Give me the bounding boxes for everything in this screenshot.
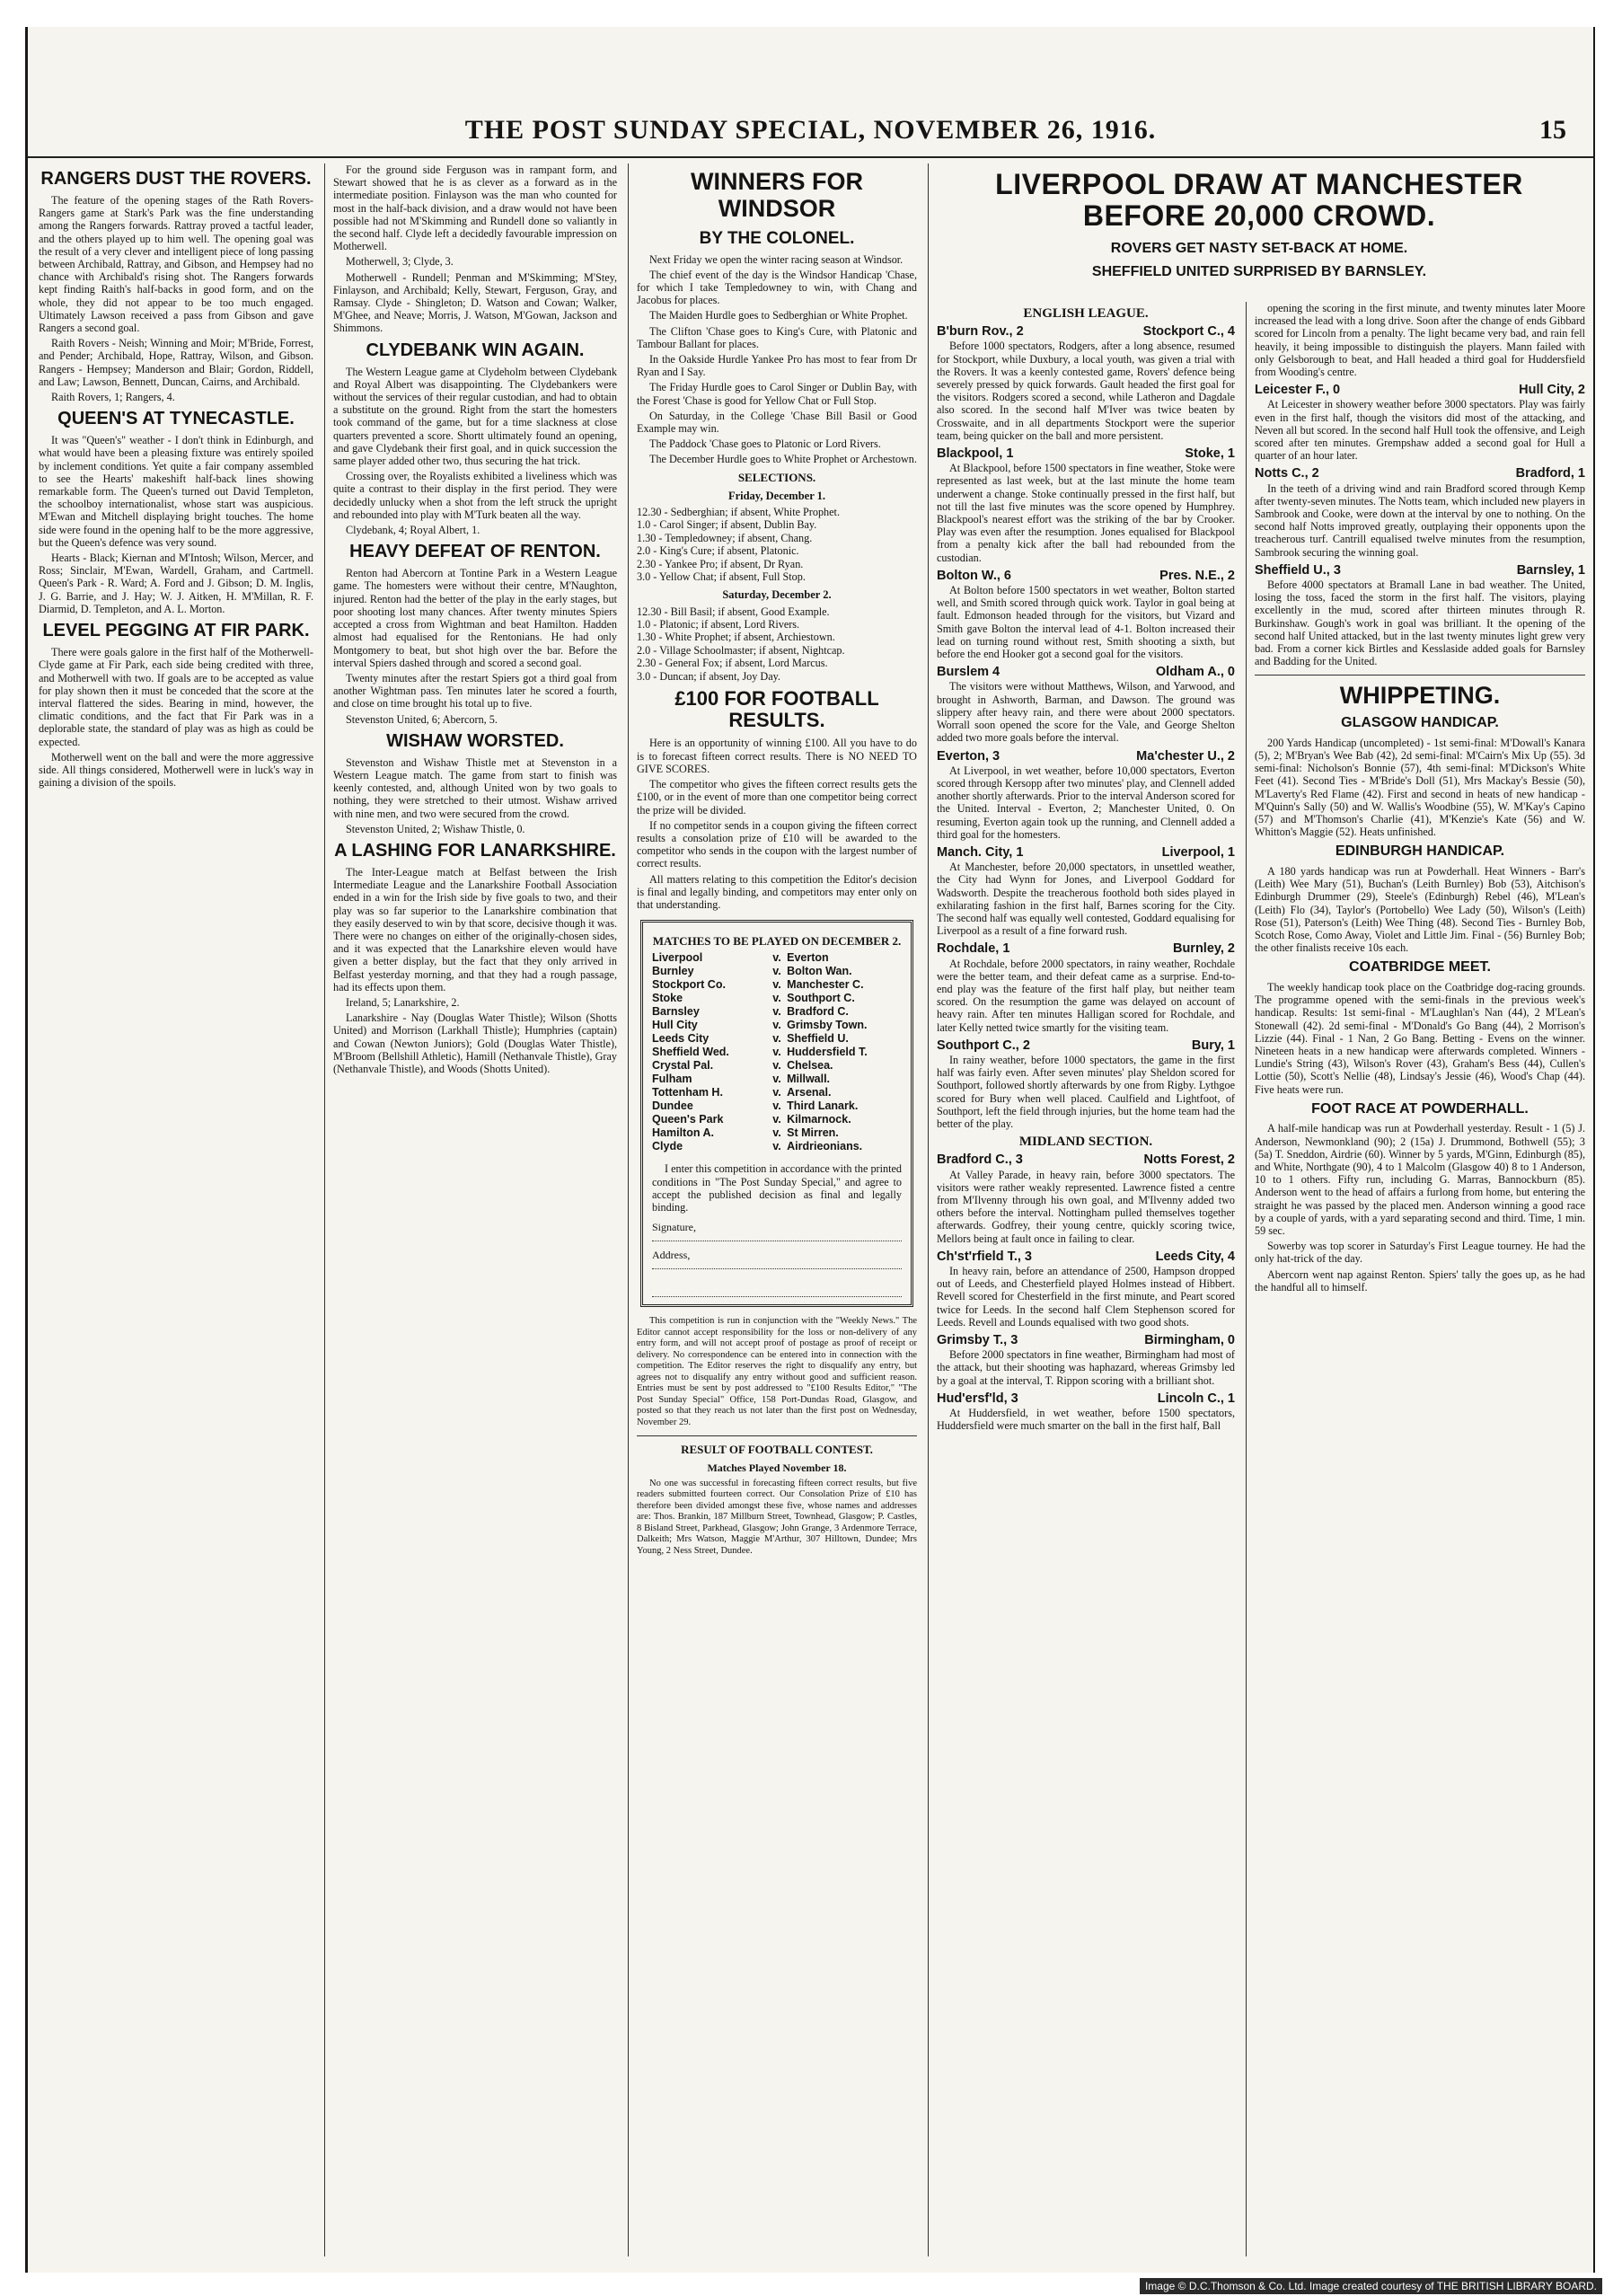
- match-header: Bradford C., 3 Notts Forest, 2: [937, 1152, 1235, 1168]
- fixture-row: Fulham v. Millwall.: [652, 1073, 831, 1086]
- selection-item: 2.30 - General Fox; if absent, Lord Marcus.: [637, 657, 828, 670]
- article-paragraph: In the Oakside Hurdle Yankee Pro has most to fear from Dr Ryan and I Say.: [637, 353, 917, 379]
- column-4-body: [931, 302, 1240, 2256]
- article-paragraph: Twenty minutes after the restart Spiers got a third goal from another Wightman pass. Ten minutes later he scored a fourth, and close on time brought his total up to five.: [333, 671, 617, 711]
- selection-item: 1.0 - Carol Singer; if absent, Dublin Bay.: [637, 518, 817, 532]
- column-rule: [324, 163, 325, 2256]
- address-field-line[interactable]: [652, 1276, 902, 1297]
- headline-lanarkshire: A LASHING FOR LANARKSHIRE.: [334, 840, 616, 861]
- column-rule: [628, 163, 629, 2256]
- article-paragraph: A 180 yards handicap was run at Powderhall. Heat Winners - Barr's (Leith) Wee Mary (51), Buchan's (Leith Burnley) Bob (53), Aitchison's Edinburgh Drummer (29), Steele's (Edinburgh) Rebel (46), M'Lean's (Leith) Flo (34), Taylor's (Portobello) Wee Lady (50), Wilson's (Leith) Rose (51), Paterson's (Leith) Wee Thing (48). Second Ties - Burnley Bob, Scotch Rose, Como Away, Violet and Little Jim. Final - (56) Burnley Bob; the other finalists receive 10s each.: [1255, 864, 1585, 955]
- article-paragraph: Raith Rovers - Neish; Winning and Moir; M'Bride, Forrest, and Pender; Archibald, Hope, Rattray, Wilson, and Gibson. Rangers - Hempsey; Manderson and Blair; Gordon, Riddell, and Law; Lawson, Bennett, Duncan, Cairns, and Archibald.: [39, 337, 313, 388]
- article-paragraph: Motherwell went on the ball and were the more aggressive side. All things considered, Motherwell were in luck's way in gaining a division of the spoils.: [39, 750, 313, 790]
- column-3: [631, 163, 922, 2256]
- column-rule: [1246, 302, 1247, 2256]
- fixture-row: Sheffield Wed. v. Huddersfield T.: [652, 1046, 868, 1059]
- column-5: [1249, 302, 1591, 2256]
- coupon-declaration: I enter this competition in accordance with the printed conditions in "The Post Sunday Special," and agree to accept the published decision as final and legally binding.: [652, 1162, 902, 1214]
- newspaper-page: [25, 27, 1595, 2273]
- article-paragraph: It was "Queen's" weather - I don't think in Edinburgh, and what would have been a pleasing fixture was entirely spoiled by inclement conditions. Yet quite a fair company assembled to see the Hearts' makeshift half-back lines showing remarkable form. The Queen's turned out David Templeton, the schoolboy internationalist, whose start was auspicious. M'Ewan and Mitchell displaying bright touches. The home side were found in the opening half to be the more aggressive, but the Queen's defence was very sound.: [39, 434, 313, 549]
- fixture-row: Liverpool v. Everton: [652, 951, 829, 965]
- match-header: Grimsby T., 3 Birmingham, 0: [937, 1333, 1235, 1348]
- result-title: RESULT OF FOOTBALL CONTEST.: [681, 1443, 873, 1457]
- headline-rangers: RANGERS DUST THE ROVERS.: [40, 169, 312, 189]
- match-score: Motherwell, 3; Clyde, 3.: [346, 255, 454, 269]
- fixture-row: Hamilton A. v. St Mirren.: [652, 1126, 839, 1140]
- selection-item: 2.0 - Village Schoolmaster; if absent, Nightcap.: [637, 643, 845, 657]
- match-report: The visitors were without Matthews, Wilson, and Yarwood, and brought in Ashworth, Barman, and Dawson. The ground was slippery after heavy rain, and there were about 2000 spectators. Worrall soon opened the score for the Vale, and George Shelton added two more goals before the interval.: [937, 680, 1235, 745]
- subheadline: SHEFFIELD UNITED SURPRISED BY BARNSLEY.: [1091, 264, 1427, 280]
- article-paragraph: The Western League game at Clydeholm between Clydebank and Royal Albert was disappointing. The Clydebankers were without the services of their regular custodian, and had to obtain a substitute on the ground. Right from the start the homesters took command of the game, but for a time slackness at close quarters prevented a score. Shortt ultimately found an opening, and gave Clydebank their first goal, and in quick succession the same player added other two, thus securing the hat trick.: [333, 365, 617, 468]
- article-paragraph: On Saturday, in the College 'Chase Bill Basil or Good Example may win.: [637, 409, 917, 436]
- page-number: 15: [1539, 115, 1566, 145]
- match-score: Ireland, 5; Lanarkshire, 2.: [346, 995, 460, 1009]
- article-paragraph: There were goals galore in the first half of the Motherwell-Clyde game at Fir Park, each side being credited with three, and Motherwell with two. If goals are to be accepted as value for play shown then it must be conceded that the score at the interval flattered the sides. Bearing in mind, however, the climatic conditions, and the fact that Fir Park was in a deplorable state, the standard of play was as high as could be expected.: [39, 646, 313, 748]
- column-rule: [928, 163, 929, 2256]
- article-paragraph: Stevenston and Wishaw Thistle met at Stevenston in a Western League match. The game from start to finish was keenly contested, and, although United won by two goals to nothing, they were stretched to their utmost. Wishaw arrived with nine men, and two were secured from the crowd.: [333, 755, 617, 820]
- headline-coatbridge: COATBRIDGE MEET.: [1349, 959, 1491, 976]
- match-header: Everton, 3 Ma'chester U., 2: [937, 748, 1235, 764]
- signature-field[interactable]: Signature,: [652, 1221, 902, 1241]
- match-score: Stevenston United, 2; Wishaw Thistle, 0.: [346, 822, 525, 835]
- headline-clydebank: CLYDEBANK WIN AGAIN.: [366, 340, 585, 360]
- match-report: In heavy rain, before an attendance of 2500, Hampson dropped out of Leeds, and Chesterfield played Holmes instead of Hibbert. Revell scored for Chesterfield in the first minute, and Peart scored twice for Leeds. In the second half Clem Stephenson scored for Leeds. Revell and Lounds equalised with two good shots.: [937, 1265, 1235, 1329]
- fixture-row: Crystal Pal. v. Chelsea.: [652, 1059, 833, 1073]
- article-paragraph: The feature of the opening stages of the Rath Rovers-Rangers game at Stark's Park was the fine understanding among the Rangers forwards. Rattray proved a tactful leader, and the others played up to him well. The opening goal was the result of a very clever and intelligent piece of long passing between Archibald, Rattray, and Gibson, and Hempsey had no chance with Archibald's rising shot. The Rangers forwards kept finding Raith's half-backs in good form, and on the whole, they did not appear to be too much engaged. Ultimately Lawson received a pass from Gibson and gave Rangers a second goal.: [39, 194, 313, 335]
- match-header: Leicester F., 0 Hull City, 2: [1255, 383, 1585, 398]
- fixture-row: Hull City v. Grimsby Town.: [652, 1019, 868, 1032]
- address-field[interactable]: Address,: [652, 1249, 902, 1269]
- article-paragraph: All matters relating to this competition the Editor's decision is final and legally binding, and competitors may enter only on that understanding.: [637, 872, 917, 911]
- coupon-title: MATCHES TO BE PLAYED ON DECEMBER 2.: [652, 934, 902, 949]
- article-paragraph: The competitor who gives the fifteen correct results gets the £100, or in the event of more than one competitor being correct the prize will be divided.: [637, 778, 917, 817]
- selection-item: 1.30 - White Prophet; if absent, Archiestown.: [637, 631, 835, 644]
- article-paragraph: The December Hurdle goes to White Prophet or Archestown.: [649, 453, 917, 466]
- match-score: Clydebank, 4; Royal Albert, 1.: [346, 524, 480, 537]
- headline-wishaw: WISHAW WORSTED.: [386, 730, 564, 751]
- column-2: [328, 163, 622, 2256]
- article-paragraph: Renton had Abercorn at Tontine Park in a Western League game. The homesters were without their centre, M'Naughton, injured. Renton had the better of the play in the early stages, but poor shooting lost many chances. After twenty minutes Spiers accepted a cross from Wightman and beat Hamilton. Hadden almost had equalised for the Rentonians. He had only Montgomery to beat, but shot high over the bar. Before the interval Spiers dashed through and scored a second goal.: [333, 567, 617, 669]
- article-paragraph: The Paddock 'Chase goes to Platonic or Lord Rivers.: [649, 437, 881, 451]
- match-report: In rainy weather, before 1000 spectators, the game in the first half was fairly even. After seven minutes' play Sheldon scored for Southport, followed shortly afterwards by one from Rigby. Lythgoe scored for Bury when well placed. Caulfield and Lightfoot, of Southport, left the field through injuries, but the home team had the better of the play.: [937, 1053, 1235, 1130]
- selection-item: 1.0 - Platonic; if absent, Lord Rivers.: [637, 618, 800, 631]
- match-report: Before 2000 spectators in fine weather, Birmingham had most of the attack, but their shooting was haphazard, whereas Grimsby led by a goal at the interval, T. Rippon scoring with a brilliant shot.: [937, 1348, 1235, 1387]
- headline-foot-race: FOOT RACE AT POWDERHALL.: [1311, 1100, 1529, 1117]
- article-paragraph: The Clifton 'Chase goes to King's Cure, with Platonic and Tambour Ballant for places.: [637, 324, 917, 350]
- masthead: [28, 106, 1593, 158]
- fixture-row: Tottenham H. v. Arsenal.: [652, 1086, 832, 1099]
- match-report: In the teeth of a driving wind and rain Bradford scored through Kemp after twenty-seven minutes. The Notts team, which included new players in Sambrook and Cooke, were down at the interval by one to nothing. On the second half Notts improved greatly, outplaying their opponents upon the treacherous turf. Cantrill equalised twelve minutes from the resumption, Sambrook securing the winning goal.: [1255, 481, 1586, 559]
- match-header: Burslem 4 Oldham A., 0: [937, 665, 1235, 680]
- fixture-list: [652, 951, 902, 1153]
- fixture-row: Dundee v. Third Lanark.: [652, 1099, 859, 1113]
- liverpool-headline-block: [931, 163, 1587, 298]
- article-paragraph: The Friday Hurdle goes to Carol Singer or Dublin Bay, with the Forest 'Chase is good for Yellow Chat or Full Stop.: [637, 381, 917, 407]
- article-paragraph: A half-mile handicap was run at Powderhall yesterday. Result - 1 (5) J. Anderson, Newmonkland (90); 2 (15a) J. Drummond, Bothwell (55); 3 (5a) T. Sneddon, Airdrie (60). Winner by 5 yards, M'Ginn, Edinburgh (85), and White, Northgate (90), 4 to 1 Malcolm (Glasgow 40) 8 to 1 Anderson, 10 to 1 others. Fifty run, including G. Marras, Bannockburn (85). Anderson went to the head of affairs a furlong from home, but entering the straight he was passed by the placed men. Anderson winning a good race by a couple of yards, with a yard separating second and third. Time, 1 min. 59 sec.: [1255, 1122, 1585, 1238]
- article-paragraph: Crossing over, the Royalists exhibited a liveliness which was quite a contrast to their display in the first period. They were decidedly unlucky when a shot from the left struck the upright and rebounded into play with M'Turk beaten all the way.: [333, 470, 617, 521]
- article-paragraph: For the ground side Ferguson was in rampant form, and Stewart showed that he is as clever as a forward as in the intermediate position. Finlayson was the man who counted for most in the half-back division, and a draw would not have been possible had not M'Skimming and Rundell done so valiantly in the second half. Clyde left a decidedly favourable impression on Motherwell.: [333, 163, 617, 253]
- match-header: B'burn Rov., 2 Stockport C., 4: [937, 324, 1235, 340]
- team-lineups: Lanarkshire - Nay (Douglas Water Thistle); Wilson (Shotts United) and Morrison (Larkhall Thistle); Humphries (captain) and Cowan (Newton Juniors); Gold (Douglas Water Thistle), M'Broom (Bellshill Athletic), Hamill (Nethanvale Thistle), Gray (Nethanvale Thistle), and Woods (Shotts United).: [333, 1011, 617, 1075]
- match-report: Before 1000 spectators, Rodgers, after a long absence, resumed for Stockport, while Duxbury, a local youth, was given a trial with the Rovers. It was a keenly contested game, Rovers' defence being severely pressed by quick forwards. Gault headed the first goal for the visitors. Rodgers scored a second, while Latheron and Dagdale also scored. In the second half M'Iver was twice beaten by Crosswaite, and in all departments Stockport were the superior team, being quicker on the ball and more persistent.: [937, 340, 1235, 442]
- divider: [637, 1435, 917, 1436]
- selection-item: 2.0 - King's Cure; if absent, Platonic.: [637, 544, 799, 558]
- image-credit: Image © D.C.Thomson & Co. Ltd. Image created courtesy of THE BRITISH LIBRARY BOARD.: [1140, 2278, 1602, 2294]
- section-english-league: ENGLISH LEAGUE.: [1023, 306, 1149, 321]
- headline-whippeting: WHIPPETING.: [1339, 682, 1501, 710]
- result-text: No one was successful in forecasting fifteen correct results, but five readers submitted fourteen correct. Our Consolation Prize of £10 has therefore been divided amongst these five, whose names and addresses are: Thos. Brankin, 187 Millburn Street, Townhead, Glasgow; P. Castles, 8 Bisland Street, Parkhead, Glasgow; John Grange, 3 Ardenmore Terrace, Dalkeith; Mrs Watson, Maggie M'Arthur, 307 Hilltown, Dundee; Mrs Young, 2 Ness Street, Dundee.: [637, 1478, 917, 1556]
- match-report: Before 4000 spectators at Bramall Lane in bad weather. The United, losing the toss, faced the storm in the first half. The visitors, playing excellently in the mud, scored after thirteen minutes through R. Burkinshaw. Gough's work in goal was brilliant. It the opening of the second half United attacked, but in the last twenty minutes light grew very bad. From a corner kick Birtles and Kesslaside added goals for Barnsley and Badding for the United.: [1255, 578, 1585, 668]
- selection-item: 12.30 - Bill Basil; if absent, Good Example.: [637, 605, 830, 618]
- article-paragraph: Hearts - Black; Kiernan and M'Intosh; Wilson, Mercer, and Ross; Sinclair, M'Ewan, Wardell, Graham, and Cartmell. Queen's Park - R. Ward; A. Ford and J. Gibson; D. M. Inglis, J. G. Barrie, and J. Hay; W. J. Aitken, H. M'Millan, R. F. Diarmid, D. Templeton, and A. L. Morton.: [39, 552, 313, 615]
- result-subtitle: Matches Played November 18.: [707, 1461, 847, 1475]
- friday-selections: [637, 506, 917, 583]
- match-header: Notts C., 2 Bradford, 1: [1255, 466, 1585, 481]
- article-paragraph: The chief event of the day is the Windsor Handicap 'Chase, for which I take Templedowney to win, with Chang and Jacobus for places.: [637, 268, 917, 307]
- article-paragraph: Sowerby was top scorer in Saturday's First League tourney. He had the only hat-trick of the day.: [1255, 1240, 1585, 1266]
- selection-item: 2.30 - Yankee Pro; if absent, Dr Ryan.: [637, 557, 804, 570]
- friday-title: Friday, December 1.: [727, 489, 826, 502]
- selections-title: SELECTIONS.: [737, 470, 816, 484]
- fixture-row: Queen's Park v. Kilmarnock.: [652, 1113, 851, 1126]
- match-header: Sheffield U., 3 Barnsley, 1: [1255, 562, 1585, 578]
- selection-item: 1.30 - Templedowney; if absent, Chang.: [637, 531, 813, 544]
- article-paragraph: If no competitor sends in a coupon giving the fifteen correct results a consolation prize of £10 will be awarded to the competitor who sends in the coupon with the largest number of correct results.: [637, 818, 917, 870]
- headline-queens: QUEEN'S AT TYNECASTLE.: [57, 409, 295, 429]
- selection-item: 12.30 - Sedberghian; if absent, White Prophet.: [637, 506, 840, 519]
- entry-coupon: [640, 920, 913, 1307]
- headline-edinburgh-handicap: EDINBURGH HANDICAP.: [1335, 843, 1505, 860]
- byline: BY THE COLONEL.: [699, 229, 855, 249]
- match-score: Raith Rovers, 1; Rangers, 4.: [51, 391, 175, 404]
- headline-football-results: £100 FOR FOOTBALL RESULTS.: [674, 687, 879, 732]
- match-report: At Blackpool, before 1500 spectators in fine weather, Stoke were represented as last week, but at the last minute the home team underwent a change. Stoke continually pressed in the first half, but not till the last five minutes was the score opened by Humphrey. Blackpool's nearest effort was the striking of the bar by Crooker. Play was even after the resumption. Jones equalised for Blackpool from a penalty kick after the ball had rebounded from the custodian.: [937, 462, 1235, 564]
- match-header: Blackpool, 1 Stoke, 1: [937, 446, 1235, 462]
- match-header: Bolton W., 6 Pres. N.E., 2: [937, 568, 1235, 583]
- saturday-title: Saturday, December 2.: [722, 588, 832, 602]
- fixture-row: Burnley v. Bolton Wan.: [652, 965, 852, 978]
- competition-rules: This competition is run in conjunction with the "Weekly News." The Editor cannot accept responsibility for the loss or non-delivery of any entry form, and will not accept proof of postage as proof of receipt or delivery. No correspondence can be entered into in connection with the competition. The Editor reserves the right to disqualify any entry, but agrees not to disqualify any entry without good and sufficient reason. Entries must be sent by post addressed to "£100 Results Editor," "The Post Sunday Special" Office, 158 Port-Dundas Road, Glasgow, and posted so that they reach us not later than the first post on Wednesday, November 29.: [637, 1316, 917, 1427]
- match-header: Rochdale, 1 Burnley, 2: [937, 941, 1235, 957]
- match-report: At Bolton before 1500 spectators in wet weather, Bolton started well, and Smith scored through quick work. Taylor in goal being at fault. Edmonson headed through for the visitors, but Vizard and Smith gave Bolton the interval lead of 4-1. Bolton increased their lead on turning round without rest, Smith shooting a sixth, but before the end Hooker got a second goal for the visitors.: [937, 584, 1235, 661]
- match-report: At Manchester, before 20,000 spectators, in unsettled weather, the City had Wynn for Jones, and Liverpool Goddard for Wadsworth. Despite the treacherous foothold both sides played in exhilarating fashion in the first half, Barnes scoring for the City. The second half was equally well contested, Goddard equalising for Liverpool as a result of a fine forward rush.: [937, 861, 1235, 938]
- fixture-row: Leeds City v. Sheffield U.: [652, 1032, 849, 1046]
- team-lineups: Motherwell - Rundell; Penman and M'Skimming; M'Stey, Finlayson, and Archibald; Kelly, Stewart, Ferguson, Gray, and Ramsay. Clyde - Shingleton; D. Watson and Cowan; Walker, M'Ghee, and Neave; Morris, J. Watson, M'Gowan, Jackson and Shimmons.: [333, 270, 617, 335]
- article-paragraph: The Maiden Hurdle goes to Sedberghian or White Prophet.: [649, 309, 908, 322]
- fixture-row: Stockport Co. v. Manchester C.: [652, 978, 864, 992]
- match-header: Hud'ersf'ld, 3 Lincoln C., 1: [937, 1391, 1235, 1406]
- match-report: At Liverpool, in wet weather, before 10,000 spectators, Everton scored through Kersopp after two minutes' play, and Clennell added another shortly afterwards. Prior to the interval Anderson scored for the United. Interval - Everton, 2; Manchester United, 0. On resuming, Everton again took up the running, and Clennell added a third goal for the homesters.: [937, 764, 1235, 841]
- article-paragraph: The weekly handicap took place on the Coatbridge dog-racing grounds. The programme opened with the semi-finals in the previous week's handicap. Results: 1st semi-final - M'Laughlan's Nan (44), 2 M'Lean's Stonewall (42). 2d semi-final - M'Donald's Go Bang (44), 2 Morrison's Lizzie (44). Final - 1 Nan, 2 Go Bang. Betting - Evens on the winner. Nineteen heats in a new handicap were afterwards completed. Winners - Lundie's String (43), Wilson's Rover (43), Graham's Bess (44), Cullen's Lottie (50), Scott's Nellie (48), Lindsay's Jessie (46), Wood's Chap (44). Five heats were run.: [1255, 981, 1585, 1096]
- match-header: Manch. City, 1 Liverpool, 1: [937, 844, 1235, 860]
- match-report: At Leicester in showery weather before 3000 spectators. Play was fairly even in the first half, though the visitors did most of the attacking, and Neven all but scored. In the second half Hull took the offensive, and Leigh scored after ten minutes. Grempshaw added a second goal for Hull a quarter of an hour later.: [1255, 398, 1585, 463]
- selection-item: 3.0 - Duncan; if absent, Joy Day.: [637, 669, 780, 683]
- article-paragraph: Next Friday we open the winter racing season at Windsor.: [649, 252, 904, 266]
- fixture-row: Barnsley v. Bradford C.: [652, 1005, 849, 1019]
- headline-liverpool: LIVERPOOL DRAW AT MANCHESTER BEFORE 20,000 CROWD.: [995, 168, 1523, 233]
- headline-windsor: WINNERS FOR WINDSOR: [691, 168, 863, 222]
- fixture-row: Stoke v. Southport C.: [652, 992, 855, 1005]
- match-header: Ch'st'rfield T., 3 Leeds City, 4: [937, 1249, 1235, 1264]
- column-1: [33, 163, 319, 2256]
- section-midland: MIDLAND SECTION.: [1018, 1135, 1153, 1150]
- match-header: Southport C., 2 Bury, 1: [937, 1038, 1235, 1053]
- match-report: At Rochdale, before 2000 spectators, in rainy weather, Rochdale were the better team, and their defeat came as a surprise. End-to-end play was the feature of the first half play, but neither team scored. On the resumption the game was delayed on account of heavy rain. After ten minutes Halligan scored for Rochdale, and later Kelly netted twice smartly for the visiting team.: [937, 957, 1235, 1034]
- selection-item: 3.0 - Yellow Chat; if absent, Full Stop.: [637, 570, 806, 584]
- article-paragraph: Here is an opportunity of winning £100. All you have to do is to forecast fifteen correct results. There is NO NEED TO GIVE SCORES.: [637, 737, 917, 775]
- article-paragraph: 200 Yards Handicap (uncompleted) - 1st semi-final: M'Dowall's Kanara (5), 2; M'Bryan's Wee Bab (42), 2d semi-final: M'Cairn's Mix Up (55). 3d semi-final: Nicholson's Bonnie (57), 4th semi-final: M'Dickson's White Feet (41). Second Ties - M'Bride's Doll (51), Mrs Mackay's Bessie (50), M'Laverty's Red Flame (42). First and second in heats of new handicap - M'Quinn's Sally (50) and W. Wallis's Woodbine (55), W. M'Kay's Capino (57) and M'Thomson's Charlie (41), M'Kenzie's Kate (56) and W. Whitton's Maggie (52). Heats unfinished.: [1255, 736, 1585, 839]
- headline-level-pegging: LEVEL PEGGING AT FIR PARK.: [42, 621, 310, 641]
- article-paragraph: Abercorn went nap against Renton. Spiers' tally the goes up, as he had the handful all to himself.: [1255, 1267, 1585, 1294]
- masthead-title: THE POST SUNDAY SPECIAL, NOVEMBER 26, 1916.: [464, 115, 1157, 145]
- subheadline: ROVERS GET NASTY SET-BACK AT HOME.: [1110, 241, 1408, 257]
- headline-glasgow-handicap: GLASGOW HANDICAP.: [1341, 715, 1499, 731]
- match-report: At Huddersfield, in wet weather, before 1500 spectators, Huddersfield were much smarter on the ball in the first half, Ball: [937, 1407, 1235, 1433]
- divider: [1255, 675, 1585, 676]
- article-paragraph: The Inter-League match at Belfast between the Irish Intermediate League and the Lanarkshire Football Association ended in a win for the Irish side by five goals to two, and their play was so far superior to the Lanarkshire combination that they easily deserved to win by that score, decisive though it was. There were no changes on either of the originally-chosen sides, and it was expected that the Lanarkshire eleven would have given a better display, but the fact that they only arrived in Belfast yesterday morning, and that they had a rough passage, had its effects upon them.: [333, 865, 617, 993]
- match-report: opening the scoring in the first minute, and twenty minutes later Moore increased the lead with a long drive. Soon after the change of ends Gibbard scored for Lincoln from a penalty. The light became very bad, and rain fell heavily, it being impossible to distinguish the players. Mann failed with only Gelsborough to beat, and Hall headed a third goal for Huddersfield from Wooding's centre.: [1255, 302, 1585, 379]
- headline-renton: HEAVY DEFEAT OF RENTON.: [349, 542, 601, 562]
- match-report: At Valley Parade, in heavy rain, before 3000 spectators. The visitors were rather weakly represented. Lawrence fisted a centre from M'Ilvenny through his own goal, and M'Ilvenny added two others before the interval. Nottingham pulled themselves together afterwards. Godfrey, their young centre, quickly scoring twice, Mellors being at fault once in failing to clear.: [937, 1168, 1235, 1245]
- match-score: Stevenston United, 6; Abercorn, 5.: [346, 712, 498, 726]
- saturday-selections: [637, 605, 917, 683]
- fixture-row: Clyde v. Airdrieonians.: [652, 1140, 863, 1153]
